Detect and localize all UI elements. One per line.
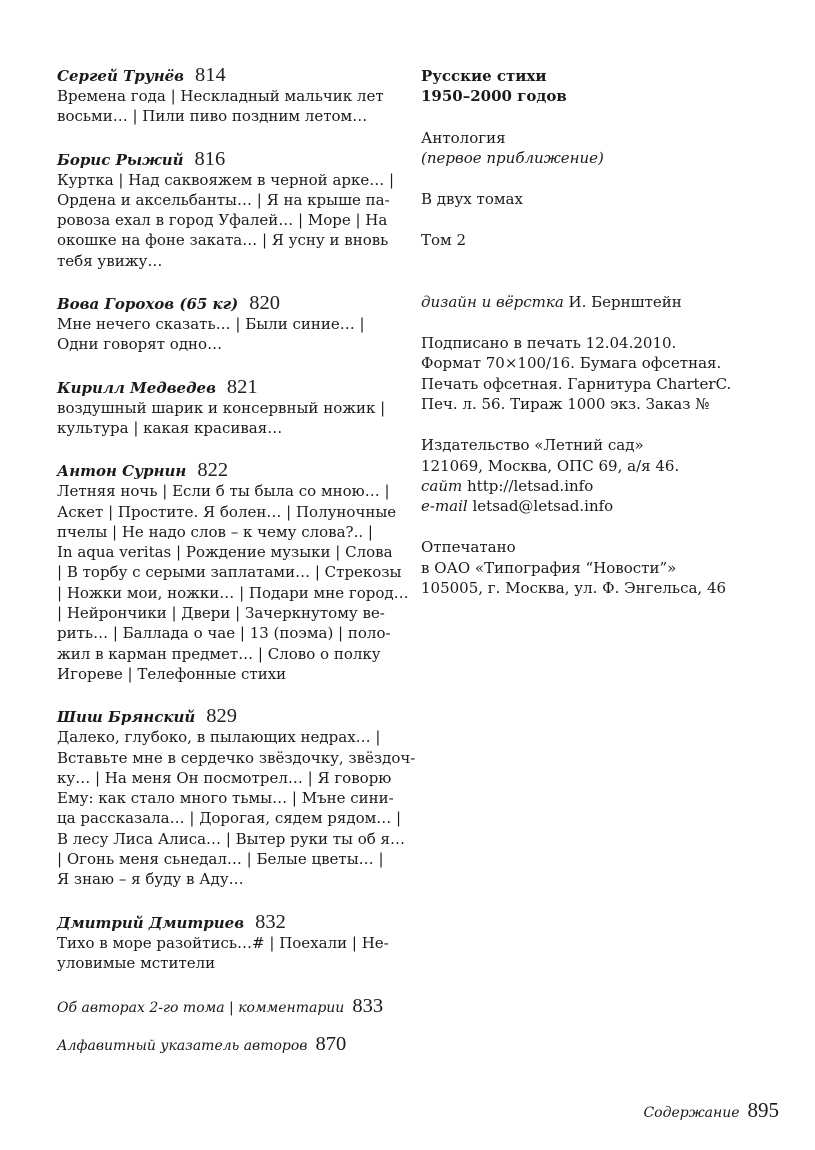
appendix-page-number: 870 bbox=[315, 1033, 347, 1056]
poem-titles-line: тебя увижу… bbox=[57, 251, 163, 270]
printer-line: Отпечатано bbox=[421, 538, 516, 557]
print-spec-line: Формат 70×100/16. Бумага офсетная. bbox=[421, 354, 722, 373]
poem-titles-line: уловимые мстители bbox=[57, 953, 216, 972]
poem-titles-line: ца рассказала… | Дорогая, сядем рядом… | bbox=[57, 809, 402, 828]
author-name: Шиш Брянский bbox=[57, 708, 196, 727]
appendix-entry bbox=[57, 1032, 387, 1056]
author-name: Сергей Трунёв bbox=[57, 67, 185, 85]
footer-section-label: Содержание bbox=[643, 1105, 740, 1121]
anthology-block bbox=[421, 128, 781, 169]
contents-entry bbox=[57, 459, 409, 684]
author-name: Антон Сурнин bbox=[57, 462, 187, 481]
poem-titles-line: Ему: как стало много тьмы… | Мъне сини- bbox=[57, 789, 394, 808]
anthology-label: Антология bbox=[421, 128, 506, 147]
printer-block bbox=[421, 537, 781, 598]
poem-titles-line: | Ножки мои, ножки… | Подари мне город… bbox=[57, 583, 409, 602]
author-heading bbox=[57, 292, 387, 314]
poem-titles-line: Летняя ночь | Если б ты была со мною… | bbox=[57, 482, 390, 501]
poem-titles-line: рить… | Баллада о чае | 13 (поэма) | поло- bbox=[57, 624, 391, 643]
contents-entry bbox=[57, 292, 387, 355]
print-spec-line: Подписано в печать 12.04.2010. bbox=[421, 334, 677, 353]
author-page-number: 816 bbox=[194, 147, 226, 170]
title-line: Русские стихи bbox=[421, 67, 547, 85]
author-name: Кирилл Медведев bbox=[57, 378, 216, 397]
author-name: Вова Горохов (65 кг) bbox=[57, 295, 239, 314]
publisher-block bbox=[421, 435, 781, 516]
poem-titles-line: культура | какая красивая… bbox=[57, 418, 283, 437]
design-label: дизайн и вёрстка bbox=[421, 292, 564, 311]
print-spec-line: Печать офсетная. Гарнитура CharterC. bbox=[421, 374, 732, 393]
appendix-title: Об авторах 2-го тома | комментарии bbox=[57, 1000, 345, 1017]
contents-entry bbox=[57, 376, 387, 439]
poem-titles-line: Одни говорят одно… bbox=[57, 335, 223, 354]
author-heading bbox=[57, 705, 387, 727]
poem-titles-line: В лесу Лиса Алиса… | Вытер руки ты об я… bbox=[57, 829, 406, 848]
poem-titles-line: Игореве | Телефонные стихи bbox=[57, 664, 287, 683]
poem-titles-line: Времена года | Нескладный мальчик лет bbox=[57, 87, 384, 105]
page-number: 895 bbox=[747, 1098, 779, 1122]
author-heading bbox=[57, 376, 387, 398]
poem-titles-line: Аскет | Простите. Я болен… | Полуночные bbox=[57, 502, 397, 521]
poem-titles-line: | Нейрончики | Двери | Зачеркнутому ве- bbox=[57, 604, 385, 623]
poem-titles-line: In aqua veritas | Рождение музыки | Слова bbox=[57, 543, 393, 562]
poem-titles-line: восьми… | Пили пиво поздним летом… bbox=[57, 107, 368, 126]
poem-titles-line: Ордена и аксельбанты… | Я на крыше па- bbox=[57, 190, 390, 209]
author-heading bbox=[57, 148, 387, 170]
author-page-number: 821 bbox=[226, 375, 258, 398]
running-footer bbox=[643, 1095, 779, 1125]
poem-titles-line: жил в карман предмет… | Слово о полку bbox=[57, 644, 381, 663]
contents-entry bbox=[57, 147, 395, 271]
volume-block bbox=[421, 230, 781, 250]
email-label: e-mail bbox=[421, 497, 468, 516]
printer-line: в ОАО «Типография “Новости”» bbox=[421, 558, 677, 577]
author-heading bbox=[57, 911, 387, 933]
poem-titles-line: | Огонь меня сьнедал… | Белые цветы… | bbox=[57, 850, 384, 869]
appendix-page-number: 833 bbox=[352, 995, 384, 1018]
book-title bbox=[421, 66, 781, 107]
contents-entry bbox=[57, 911, 387, 974]
appendix-title: Алфавитный указатель авторов bbox=[57, 1038, 308, 1055]
print-specs bbox=[421, 333, 781, 414]
contents-column bbox=[57, 64, 416, 1056]
author-page-number: 832 bbox=[255, 910, 286, 933]
author-name: Борис Рыжий bbox=[57, 150, 184, 169]
poem-titles-line: ку… | На меня Он посмотрел… | Я говорю bbox=[57, 768, 392, 787]
print-spec-line: Печ. л. 56. Тираж 1000 экз. Заказ № bbox=[421, 394, 710, 413]
publisher-address: 121069, Москва, ОПС 69, а/я 46. bbox=[421, 456, 680, 475]
anthology-subtitle: (первое приближение) bbox=[421, 148, 604, 167]
volume-label: Том 2 bbox=[421, 231, 467, 250]
poem-titles-line: Вставьте мне в сердечко звёздочку, звёздоч- bbox=[57, 748, 416, 767]
poem-titles-line: Мне нечего сказать… | Были синие… | bbox=[57, 315, 365, 334]
contents-entry bbox=[57, 705, 416, 889]
volumes-block bbox=[421, 189, 781, 209]
printer-line: 105005, г. Москва, ул. Ф. Энгельса, 46 bbox=[421, 579, 727, 598]
poem-titles-line: воздушный шарик и консервный ножик | bbox=[57, 398, 386, 417]
poem-titles-line: Далеко, глубоко, в пылающих недрах… | bbox=[57, 728, 381, 747]
appendix-entry bbox=[57, 994, 387, 1018]
author-heading bbox=[57, 459, 387, 481]
volumes-label: В двух томах bbox=[421, 190, 523, 209]
publisher-email bbox=[421, 496, 781, 516]
site-label: сайт bbox=[421, 476, 463, 495]
title-line: 1950–2000 годов bbox=[421, 87, 567, 106]
author-page-number: 820 bbox=[249, 292, 280, 315]
author-heading bbox=[57, 64, 387, 86]
publisher-site bbox=[421, 476, 781, 496]
poem-titles-line: окошке на фоне заката… | Я усну и вновь bbox=[57, 231, 389, 250]
imprint-column bbox=[421, 66, 781, 619]
poem-titles-line: пчелы | Не надо слов – к чему слова?.. | bbox=[57, 522, 373, 541]
email-value: letsad@letsad.info bbox=[467, 497, 614, 516]
contents-entry bbox=[57, 64, 387, 127]
author-page-number: 829 bbox=[206, 705, 238, 728]
author-name: Дмитрий Дмитриев bbox=[57, 913, 245, 932]
site-value: http://letsad.info bbox=[462, 476, 594, 495]
design-name: И. Бернштейн bbox=[563, 292, 682, 311]
poem-titles-line: Куртка | Над саквояжем в черной арке… | bbox=[57, 170, 395, 189]
design-credit bbox=[421, 292, 781, 312]
author-page-number: 822 bbox=[197, 459, 229, 482]
poem-titles-line: Тихо в море разойтись…# | Поехали | Не- bbox=[57, 933, 389, 952]
poem-titles-line: ровоза ехал в город Уфалей… | Море | На bbox=[57, 211, 388, 230]
publisher-name: Издательство «Летний сад» bbox=[421, 436, 644, 455]
poem-titles-line: | В торбу с серыми заплатами… | Стрекозы bbox=[57, 563, 402, 582]
author-page-number: 814 bbox=[195, 64, 226, 86]
poem-titles-line: Я знаю – я буду в Аду… bbox=[57, 870, 244, 889]
